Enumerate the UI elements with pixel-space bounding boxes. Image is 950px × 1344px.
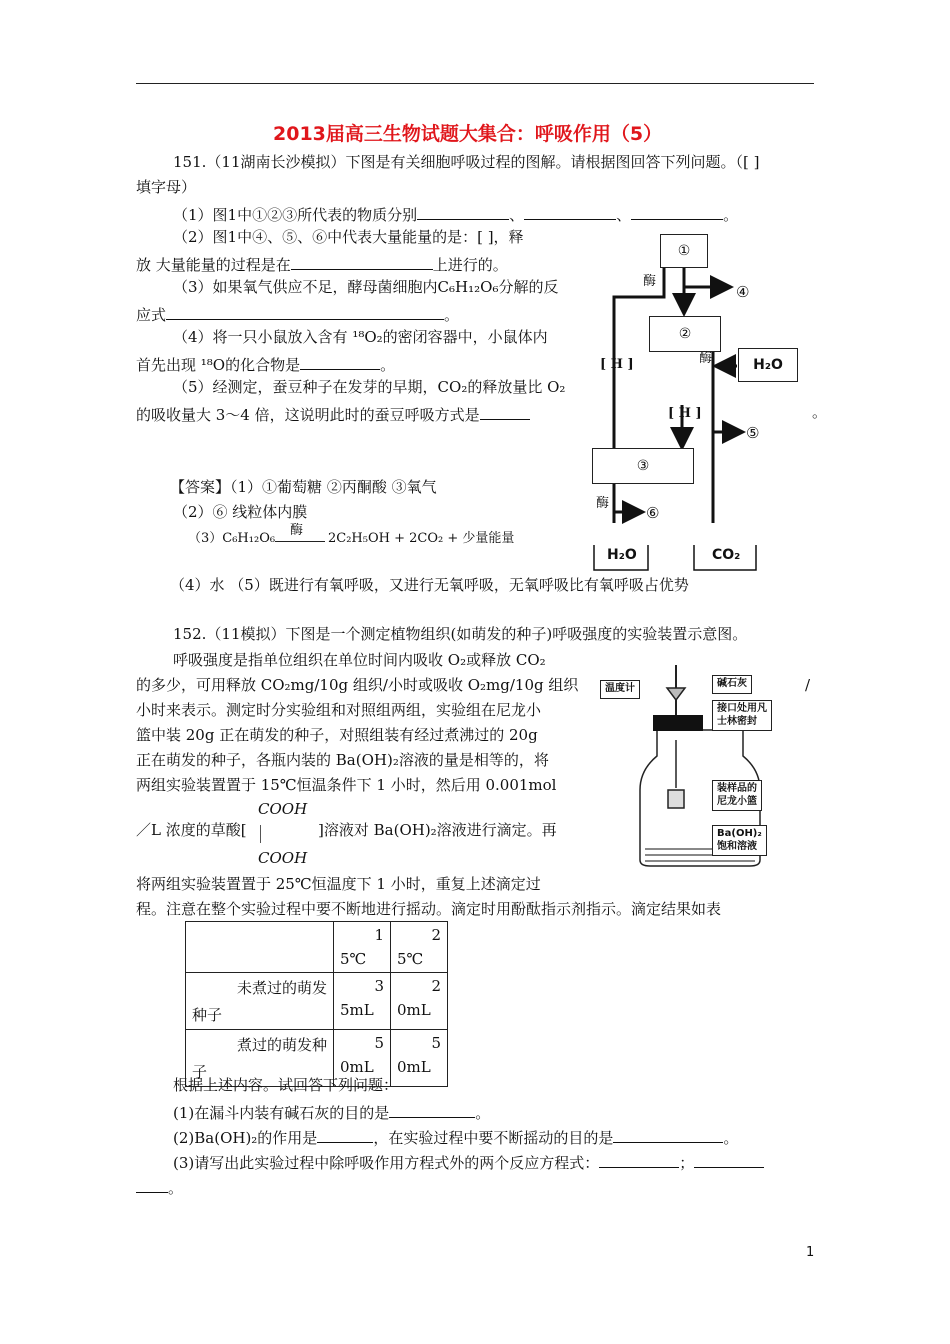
answer-1: 【答案】（1）①葡萄糖 ②丙酮酸 ③氧气 [170, 478, 437, 496]
respiration-diagram [560, 225, 840, 575]
q152-after-table: 根据上述内容。试回答下列问题： [173, 1076, 399, 1094]
label-seal [712, 700, 772, 731]
label-basket [712, 780, 762, 811]
label-5: ⑤ [746, 424, 760, 442]
label-baoh [712, 825, 767, 856]
cell-text: 1 [374, 926, 384, 944]
cell-text: 5℃ [397, 950, 424, 968]
cell-text: 0mL [397, 1001, 431, 1019]
blank-2[interactable] [524, 205, 616, 220]
cell-text: 2 [431, 926, 441, 944]
q152-line-3: 小时来表示。测定时分实验组和对照组两组，实验组在尼龙小 [136, 701, 542, 719]
q152-sub-2 [173, 1128, 738, 1146]
end: 。 [723, 206, 739, 224]
oxalic-bond [260, 825, 261, 843]
answer-2: （2）⑥ 线粒体内膜 [173, 503, 308, 521]
label-4: ④ [736, 283, 750, 301]
h2o-input-box: H₂O [738, 348, 798, 382]
q151-part3b [136, 305, 459, 323]
blank-12[interactable] [694, 1153, 764, 1168]
label-thermometer: 温度计 [600, 680, 640, 699]
label-basket-2: 尼龙小篮 [717, 795, 757, 807]
page-number: 1 [806, 1245, 815, 1260]
q152-line-7a: ／L 浓度的草酸[ [136, 821, 247, 839]
blank-12-cont[interactable] [136, 1178, 168, 1193]
q152-line-7b: ]溶液对 Ba(OH)₂溶液进行滴定。再 [318, 821, 557, 839]
q152-line-6: 两组实验装置置于 15℃恒温条件下 1 小时，然后用 0.001mol [136, 776, 557, 794]
answer-3-right: 2C₂H₅OH + 2CO₂ + 少量能量 [328, 531, 515, 546]
q152-line-9: 程。注意在整个实验过程中要不断地进行摇动。滴定时用酚酞指示剂指示。滴定结果如表 [136, 900, 722, 918]
funnel [667, 688, 685, 700]
end: 。 [475, 1104, 491, 1122]
node-1: ① [660, 234, 708, 268]
answer-3-enzyme: 酶 [290, 523, 304, 538]
co2-output-label: CO₂ [712, 547, 741, 563]
cell-text: 子 [192, 1063, 208, 1081]
q152-sub-3-cont [136, 1178, 183, 1196]
q152-line-1: 呼吸强度是指单位组织在单位时间内吸收 O₂或释放 CO₂ [173, 651, 546, 669]
cell-text: 未煮过的萌发 [236, 979, 327, 997]
nylon-basket [668, 790, 684, 808]
end: 。 [380, 356, 396, 374]
blank-9[interactable] [317, 1128, 373, 1143]
cell-text: 5 [431, 1034, 441, 1052]
blank-10[interactable] [613, 1128, 723, 1143]
q151-part5a: （5）经测定，蚕豆种子在发芽的早期，CO₂的释放量比 O₂ [173, 378, 566, 396]
cell-text: 0mL [397, 1058, 431, 1076]
answer-3-arrow-line [275, 541, 325, 542]
q152-sub-3-text: (3)请写出此实验过程中除呼吸作用方程式外的两个反应方程式： [173, 1154, 600, 1172]
blank-3[interactable] [631, 205, 723, 220]
q151-part5-end: 。 [812, 403, 828, 421]
page-title: 2013届高三生物试题大集合：呼吸作用（5） [273, 123, 663, 145]
q151-part3b-text: 应式 [136, 306, 167, 324]
stopper [653, 715, 703, 731]
q152-line-4: 篮中装 20g 正在萌发的种子，对照组装有经过煮沸过的 20g [136, 726, 538, 744]
table-cell [391, 922, 448, 973]
q152-intro: 152.（11模拟）下图是一个测定植物组织(如萌发的种子)呼吸强度的实验装置示意图。 [173, 625, 748, 643]
enzyme-label-2: 酶 [699, 351, 713, 366]
q152-sub-3 [173, 1153, 764, 1171]
cell-text: 种子 [192, 1006, 223, 1024]
q151-part1-text: （1）图1中①②③所代表的物质分别 [173, 206, 418, 224]
label-baoh-2: 饱和溶液 [717, 840, 757, 852]
q151-part3a: （3）如果氧气供应不足，酵母菌细胞内C₆H₁₂O₆分解的反 [173, 278, 559, 296]
blank-7[interactable] [480, 405, 530, 420]
sep: 、 [509, 206, 525, 224]
oxalic-cooh-top: COOH [258, 800, 308, 818]
label-seal-1: 接口处用凡 [717, 703, 767, 714]
cell-text: 煮过的萌发种 [236, 1036, 327, 1054]
q151-part2b-text: 放 大量能量的过程是在 [136, 256, 291, 274]
node-2: ② [649, 316, 721, 352]
blank-5[interactable] [166, 305, 444, 320]
cell-text: 5 [374, 1034, 384, 1052]
q151-part4a: （4）将一只小鼠放入含有 ¹⁸O₂的密闭容器中，小鼠体内 [173, 328, 548, 346]
blank-1[interactable] [417, 205, 509, 220]
answer-3-left: （3）C₆H₁₂O₆ [188, 531, 276, 546]
q151-intro: 151.（11湖南长沙模拟）下图是有关细胞呼吸过程的图解。请根据图回答下列问题。（[ ] [173, 153, 760, 171]
end: 。 [168, 1179, 184, 1197]
q152-sub-3-mid: ； [679, 1154, 695, 1172]
q152-line-5: 正在萌发的种子，各瓶内装的 Ba(OH)₂溶液的量是相等的，将 [136, 751, 549, 769]
end: 。 [444, 306, 460, 324]
q151-part2b [136, 255, 508, 273]
sep: 、 [616, 206, 632, 224]
label-seal-2: 士林密封 [717, 715, 757, 727]
q152-sub-2-text: (2)Ba(OH)₂的作用是 [173, 1129, 318, 1147]
q151-part4b [136, 355, 395, 373]
cell-text: 2 [431, 977, 441, 995]
table-row [186, 973, 448, 1030]
header-rule [136, 83, 814, 84]
end: 。 [723, 1129, 739, 1147]
blank-6[interactable] [300, 355, 380, 370]
cell-text: 3 [374, 977, 384, 995]
q152-line-2: 的多少，可用释放 CO₂mg/10g 组织/小时或吸收 O₂mg/10g 组织 [136, 676, 579, 694]
q151-intro-cont: 填字母） [136, 178, 197, 196]
cell-text: 5mL [340, 1001, 374, 1019]
label-soda-lime: 碱石灰 [712, 675, 752, 694]
q152-sub-2-mid: ，在实验过程中要不断摇动的目的是 [373, 1129, 614, 1147]
q151-part4b-text: 首先出现 ¹⁸O的化合物是 [136, 356, 301, 374]
table-row [186, 922, 448, 973]
titration-table [185, 921, 448, 1087]
table-cell [391, 1030, 448, 1087]
q151-part1 [173, 205, 738, 223]
table-cell [334, 973, 391, 1030]
label-baoh-1: Ba(OH)₂ [717, 828, 762, 839]
blank-8[interactable] [389, 1103, 475, 1118]
table-cell [186, 973, 334, 1030]
oxalic-cooh-bottom: COOH [258, 849, 308, 867]
q151-part5b-text: 的吸收量大 3～4 倍，这说明此时的蚕豆呼吸方式是 [136, 406, 480, 424]
q152-sub-1 [173, 1103, 490, 1121]
q151-part2a: （2）图1中④、⑤、⑥中代表大量能量的是：[ ]，释 [173, 228, 524, 246]
h-label-mid: [ H ] [668, 406, 702, 421]
label-basket-1: 装样品的 [717, 783, 757, 794]
cell-text: 0mL [340, 1058, 374, 1076]
q152-line-2-tail: / [805, 676, 811, 694]
end: 上进行的。 [432, 256, 508, 274]
table-cell [186, 922, 334, 973]
blank-4[interactable] [291, 255, 433, 270]
table-cell [391, 973, 448, 1030]
label-6: ⑥ [646, 504, 660, 522]
table-cell [334, 922, 391, 973]
enzyme-label-3: 酶 [596, 496, 610, 511]
enzyme-label-1: 酶 [643, 274, 657, 289]
h2o-output-label: H₂O [607, 547, 637, 563]
q151-part5b [136, 405, 530, 423]
q152-sub-1-text: (1)在漏斗内装有碱石灰的目的是 [173, 1104, 390, 1122]
node-3: ③ [592, 448, 694, 484]
blank-11[interactable] [599, 1153, 679, 1168]
answer-4: （4）水 （5）既进行有氧呼吸，又进行无氧呼吸，无氧呼吸比有氧呼吸占优势 [170, 576, 689, 594]
cell-text: 5℃ [340, 950, 367, 968]
h-label-left: [ H ] [600, 357, 634, 372]
q152-line-8: 将两组实验装置置于 25℃恒温度下 1 小时，重复上述滴定过 [136, 875, 541, 893]
